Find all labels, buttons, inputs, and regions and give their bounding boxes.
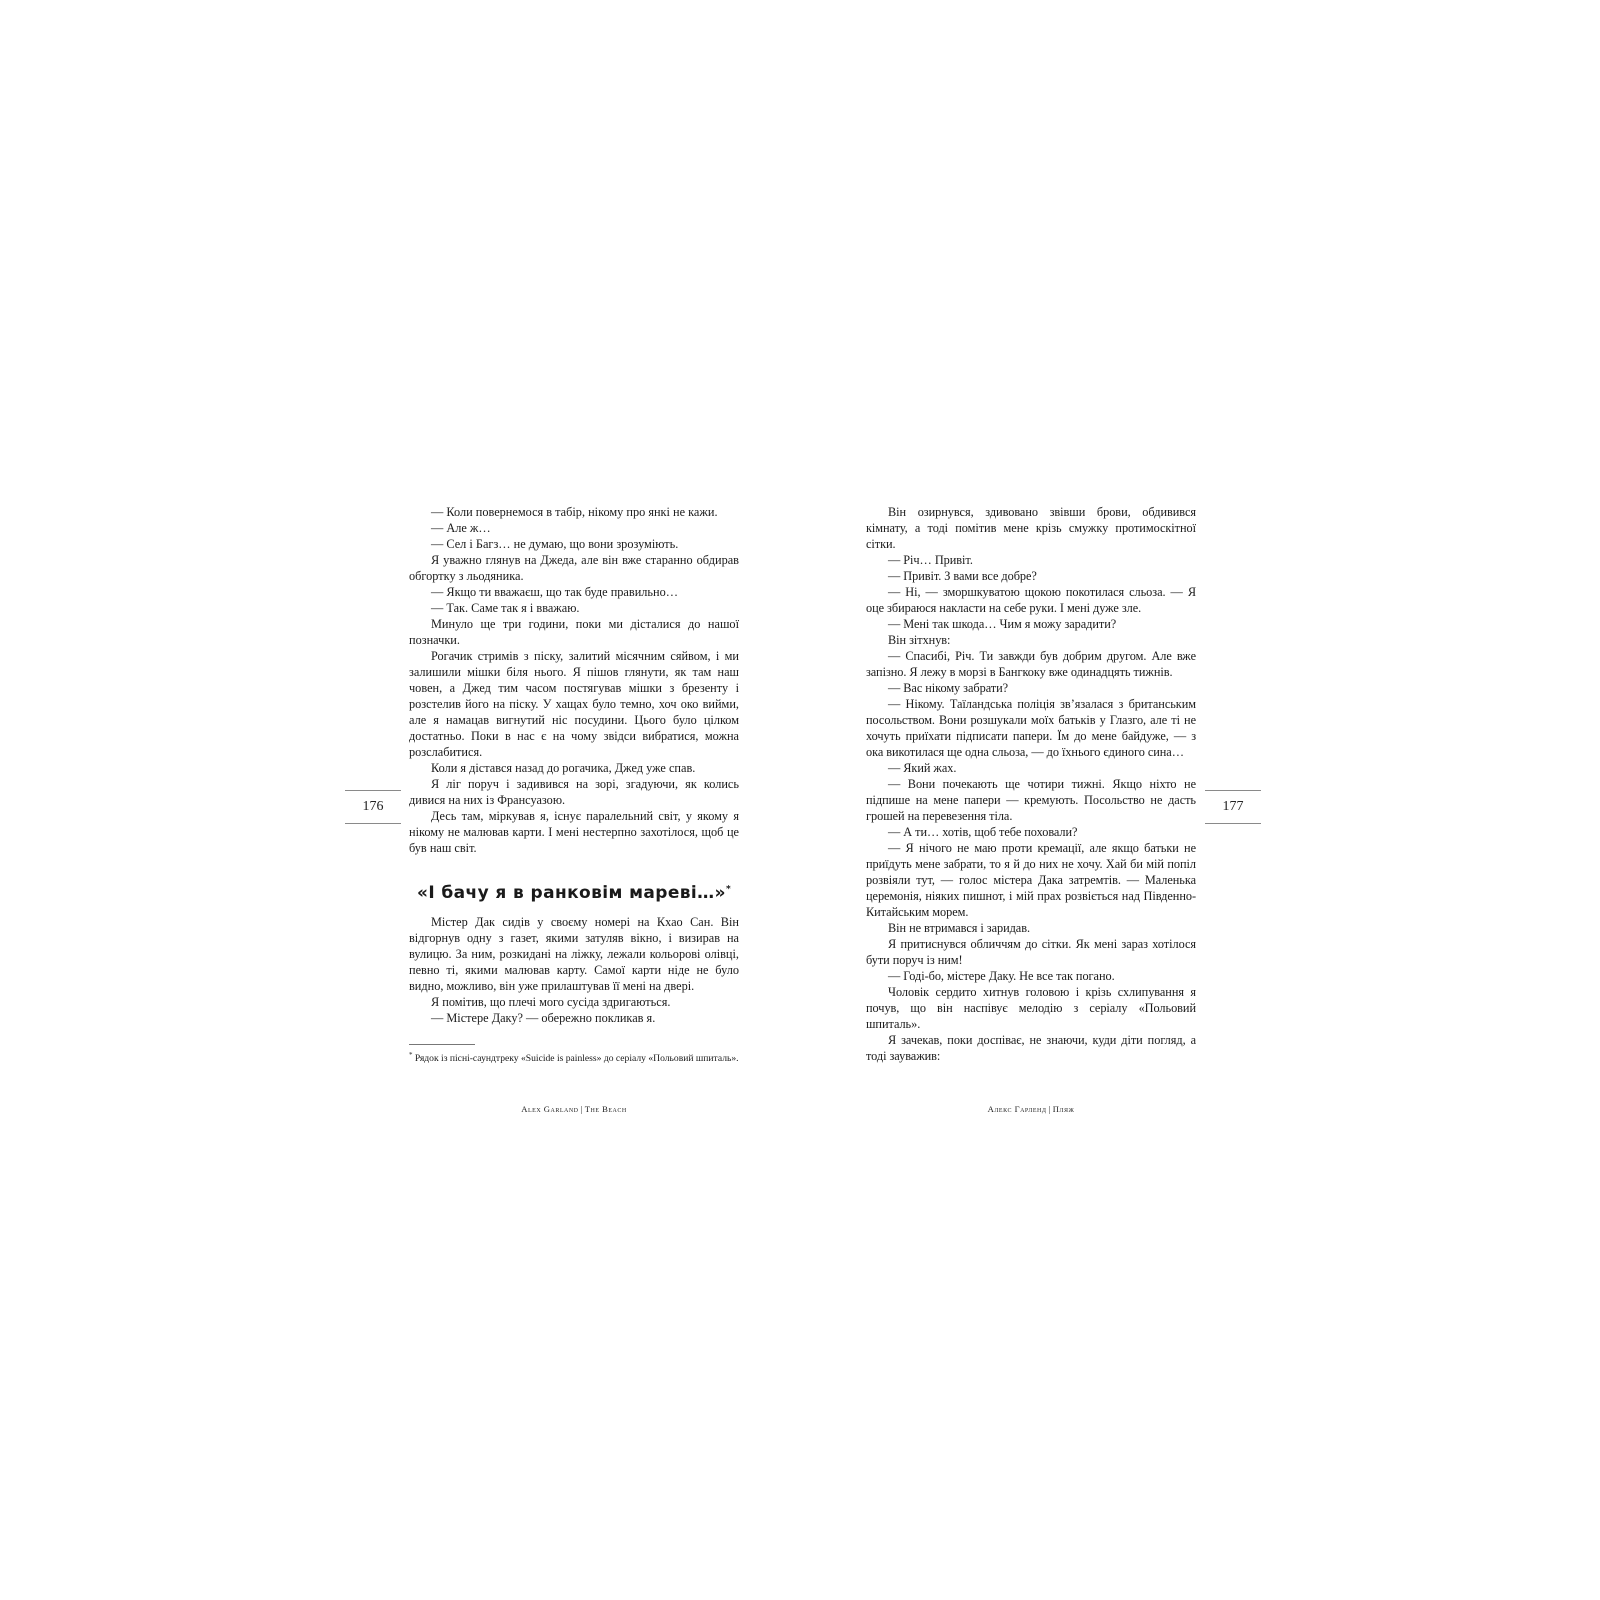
right-paragraph: — Спасибі, Річ. Ти завжди був добрим другом. Але вже запізно. Я лежу в морзі в Бангкоку вже одинадцять тижнів. <box>866 649 1196 679</box>
right-paragraph: — Годі-бо, містере Даку. Не все так погано. <box>888 969 1115 983</box>
left-paragraph: Я уважно глянув на Джеда, але він вже старанно обдирав обгортку з льодяника. <box>409 553 739 583</box>
right-paragraph: — Річ… Привіт. <box>888 553 973 567</box>
right-paragraph: — Мені так шкода… Чим я можу зарадити? <box>888 617 1117 631</box>
right-paragraph: Я притиснувся обличчям до сітки. Як мені зараз хотілося бути поруч із ним! <box>866 937 1196 967</box>
chapter-title <box>409 882 739 904</box>
left-paragraph: Я ліг поруч і задивився на зорі, згадуючи, як колись дивися на них із Франсуазою. <box>409 777 739 807</box>
footnote-text: Рядок із пісні-саундтреку «Suicide is painless» до серіалу «Польовий шпиталь». <box>414 1053 739 1064</box>
right-paragraph: — Який жах. <box>888 761 957 775</box>
footer-author: Alex Garland <box>521 1104 579 1114</box>
left-paragraph: Рогачик стримів з піску, залитий місячним сяйвом, і ми залишили мішки біля нього. Я пішов глянути, як там наш човен, а Джед тим часом постягував мішки з брезенту і розстелив його на піску. У хащах було темно, хоч око вийми, але я намацав вигнутий ніс посудини. Цього було цілком достатньо. Поки в нас є на чому звідси вибратися, можна розслабитися. <box>409 649 739 759</box>
left-page <box>409 504 739 1066</box>
right-paragraph: Він не втримався і заридав. <box>888 921 1030 935</box>
right-paragraph: — А ти… хотів, щоб тебе поховали? <box>888 825 1078 839</box>
right-page-number: 177 <box>1205 790 1261 824</box>
left-paragraph: Я помітив, що плечі мого сусіда здригаються. <box>431 995 671 1009</box>
left-page-number: 176 <box>345 790 401 824</box>
left-paragraph: — Коли повернемося в табір, нікому про янкі не кажи. <box>431 505 718 519</box>
left-running-footer <box>409 1104 739 1114</box>
left-paragraph: — Але ж… <box>431 521 491 535</box>
footnote <box>409 1051 739 1066</box>
left-paragraph: Десь там, міркував я, існує паралельний світ, у якому я нікому не малював карти. І мені нестерпно захотілося, щоб це був наш світ. <box>409 809 739 855</box>
footer-author: Алекс Гарленд <box>987 1104 1047 1114</box>
footer-separator: | <box>1048 1104 1051 1114</box>
right-paragraph: — Я нічого не маю проти кремації, але якщо батьки не приїдуть мене забрати, то я й до них не хочу. Хай би мій попіл розвіяли тут, — голос містера Дака затремтів. — Маленька церемонія, ніяких пишнот, і мій прах розвіється над Південно-Китайським морем. <box>866 841 1196 919</box>
right-paragraph: — Вони почекають ще чотири тижні. Якщо ніхто не підпише на мене папери — кремують. Посольство не дасть грошей на перевезення тіла. <box>866 777 1196 823</box>
footer-separator: | <box>580 1104 583 1114</box>
footnote-divider <box>409 1044 475 1045</box>
right-paragraph: — Привіт. З вами все добре? <box>888 569 1037 583</box>
left-paragraph: Минуло ще три години, поки ми дісталися до нашої позначки. <box>409 617 739 647</box>
left-paragraph: — Так. Саме так я і вважаю. <box>431 601 580 615</box>
right-page <box>866 504 1196 1064</box>
left-paragraph: — Якщо ти вважаєш, що так буде правильно… <box>431 585 679 599</box>
right-running-footer <box>866 1104 1196 1114</box>
footer-title: The Beach <box>584 1104 627 1114</box>
right-paragraph: Він озирнувся, здивовано звівши брови, обдивився кімнату, а тоді помітив мене крізь смужку протимоскітної сітки. <box>866 505 1196 551</box>
right-paragraph: Чоловік сердито хитнув головою і крізь схлипування я почув, що він наспівує мелодію з серіалу «Польовий шпиталь». <box>866 985 1196 1031</box>
right-paragraph: — Ні, — зморшкуватою щокою покотилася сльоза. — Я оце збираюся накласти на себе руки. І мені дуже зле. <box>866 585 1196 615</box>
left-paragraph: Містер Дак сидів у своєму номері на Кхао Сан. Він відгорнув одну з газет, якими затуляв вікно, і визирав на вулицю. За ним, розкидані на ліжку, лежали кольорові олівці, певно ті, якими малював карту. Самої карти ніде не було видно, можливо, він уже прилаштував її мені на двері. <box>409 915 739 993</box>
chapter-title-text: «І бачу я в ранковім мареві…» <box>416 883 726 903</box>
right-paragraph: Я зачекав, поки доспіває, не знаючи, куди діти погляд, а тоді зауважив: <box>866 1033 1196 1063</box>
left-paragraph: — Сел і Багз… не думаю, що вони зрозуміють. <box>431 537 679 551</box>
right-paragraph: Він зітхнув: <box>888 633 951 647</box>
footer-title: Пляж <box>1052 1104 1075 1114</box>
right-paragraph: — Вас нікому забрати? <box>888 681 1009 695</box>
footnote-mark: * <box>409 1050 413 1059</box>
right-paragraph: — Нікому. Таїландська поліція зв’язалася з британським посольством. Вони розшукали моїх батьків у Глазго, але ті не хочуть приїхати підписати папери. Їм до мене байдуже, — з ока викотилася ще одна сльоза, — до їхнього єдиного сина… <box>866 697 1196 759</box>
chapter-title-footnote-mark: * <box>725 884 732 895</box>
left-paragraph: Коли я дістався назад до рогачика, Джед уже спав. <box>431 761 696 775</box>
left-paragraph: — Містере Даку? — обережно покликав я. <box>431 1011 656 1025</box>
